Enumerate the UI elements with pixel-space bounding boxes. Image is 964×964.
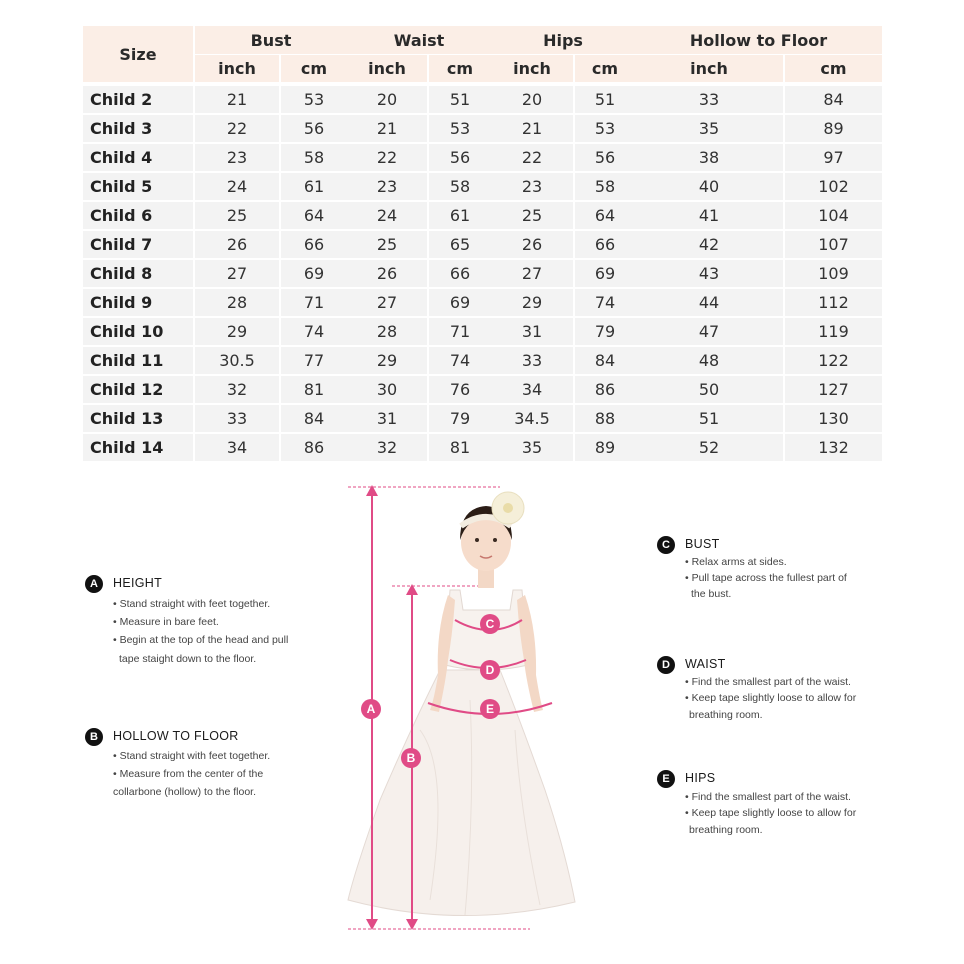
value-cell: 20: [491, 86, 573, 113]
value-cell: 86: [281, 434, 347, 461]
legend-hollow-line: • Stand straight with feet together.: [113, 750, 271, 762]
value-cell: 21: [491, 115, 573, 142]
value-cell: 74: [429, 347, 491, 374]
value-cell: 53: [429, 115, 491, 142]
header-size: Size: [83, 26, 193, 82]
value-cell: 56: [281, 115, 347, 142]
legend-height: [85, 575, 315, 675]
value-cell: 28: [347, 318, 427, 345]
measuring-figure: [300, 470, 620, 940]
value-cell: 122: [785, 347, 882, 374]
value-cell: 40: [635, 173, 783, 200]
size-cell: Child 8: [83, 260, 193, 287]
value-cell: 35: [491, 434, 573, 461]
value-cell: 38: [635, 144, 783, 171]
size-cell: Child 10: [83, 318, 193, 345]
value-cell: 61: [281, 173, 347, 200]
legend-hollow-line: collarbone (hollow) to the floor.: [113, 786, 256, 798]
badge-e: E: [657, 770, 675, 788]
value-cell: 76: [429, 376, 491, 403]
value-cell: 119: [785, 318, 882, 345]
header-hollow-to-floor: Hollow to Floor: [635, 26, 882, 54]
size-cell: Child 14: [83, 434, 193, 461]
size-cell: Child 6: [83, 202, 193, 229]
value-cell: 84: [785, 86, 882, 113]
unit-header-cm: cm: [785, 55, 882, 82]
value-cell: 44: [635, 289, 783, 316]
marker-a: A: [361, 699, 381, 719]
legend-bust-line: • Relax arms at sides.: [685, 556, 787, 568]
value-cell: 58: [281, 144, 347, 171]
value-cell: 25: [195, 202, 279, 229]
legend-height-title: HEIGHT: [113, 576, 163, 590]
value-cell: 33: [491, 347, 573, 374]
value-cell: 74: [575, 289, 635, 316]
value-cell: 58: [575, 173, 635, 200]
size-cell: Child 13: [83, 405, 193, 432]
value-cell: 102: [785, 173, 882, 200]
value-cell: 112: [785, 289, 882, 316]
legend-waist: [657, 656, 897, 736]
value-cell: 66: [281, 231, 347, 258]
value-cell: 35: [635, 115, 783, 142]
value-cell: 26: [195, 231, 279, 258]
value-cell: 24: [347, 202, 427, 229]
unit-header-cm: cm: [575, 55, 635, 82]
value-cell: 89: [785, 115, 882, 142]
value-cell: 23: [195, 144, 279, 171]
value-cell: 88: [575, 405, 635, 432]
value-cell: 24: [195, 173, 279, 200]
value-cell: 104: [785, 202, 882, 229]
value-cell: 31: [491, 318, 573, 345]
value-cell: 41: [635, 202, 783, 229]
value-cell: 32: [195, 376, 279, 403]
value-cell: 130: [785, 405, 882, 432]
legend-hips-title: HIPS: [685, 771, 716, 785]
size-chart-table: [83, 26, 882, 463]
unit-header-inch: inch: [347, 55, 427, 82]
value-cell: 65: [429, 231, 491, 258]
value-cell: 132: [785, 434, 882, 461]
value-cell: 79: [575, 318, 635, 345]
value-cell: 21: [195, 86, 279, 113]
value-cell: 84: [281, 405, 347, 432]
value-cell: 69: [429, 289, 491, 316]
value-cell: 34: [195, 434, 279, 461]
value-cell: 21: [347, 115, 427, 142]
value-cell: 81: [429, 434, 491, 461]
value-cell: 29: [491, 289, 573, 316]
value-cell: 48: [635, 347, 783, 374]
unit-header-cm: cm: [429, 55, 491, 82]
value-cell: 51: [429, 86, 491, 113]
value-cell: 61: [429, 202, 491, 229]
value-cell: 97: [785, 144, 882, 171]
value-cell: 81: [281, 376, 347, 403]
header-hips: Hips: [491, 26, 635, 54]
marker-b: B: [401, 748, 421, 768]
value-cell: 53: [281, 86, 347, 113]
value-cell: 30.5: [195, 347, 279, 374]
value-cell: 74: [281, 318, 347, 345]
value-cell: 69: [281, 260, 347, 287]
legend-bust: [657, 536, 897, 616]
marker-e: E: [480, 699, 500, 719]
value-cell: 29: [195, 318, 279, 345]
value-cell: 89: [575, 434, 635, 461]
size-cell: Child 2: [83, 86, 193, 113]
header-bust: Bust: [195, 26, 347, 54]
value-cell: 77: [281, 347, 347, 374]
value-cell: 25: [491, 202, 573, 229]
value-cell: 50: [635, 376, 783, 403]
value-cell: 28: [195, 289, 279, 316]
legend-hollow: [85, 728, 315, 808]
value-cell: 27: [195, 260, 279, 287]
value-cell: 30: [347, 376, 427, 403]
value-cell: 34: [491, 376, 573, 403]
size-cell: Child 4: [83, 144, 193, 171]
value-cell: 53: [575, 115, 635, 142]
size-cell: Child 9: [83, 289, 193, 316]
legend-waist-line: • Find the smallest part of the waist.: [685, 676, 851, 688]
marker-d: D: [480, 660, 500, 680]
value-cell: 26: [347, 260, 427, 287]
size-cell: Child 11: [83, 347, 193, 374]
marker-c: C: [480, 614, 500, 634]
legend-hollow-line: • Measure from the center of the: [113, 768, 264, 780]
badge-a: A: [85, 575, 103, 593]
legend-bust-line: • Pull tape across the fullest part of: [685, 572, 847, 584]
value-cell: 22: [491, 144, 573, 171]
value-cell: 25: [347, 231, 427, 258]
size-cell: Child 7: [83, 231, 193, 258]
legend-bust-title: BUST: [685, 537, 720, 551]
value-cell: 27: [491, 260, 573, 287]
value-cell: 84: [575, 347, 635, 374]
value-cell: 52: [635, 434, 783, 461]
badge-c: C: [657, 536, 675, 554]
legend-hollow-title: HOLLOW TO FLOOR: [113, 729, 239, 743]
value-cell: 109: [785, 260, 882, 287]
size-cell: Child 3: [83, 115, 193, 142]
legend-height-line: • Begin at the top of the head and pull: [113, 634, 289, 646]
value-cell: 22: [195, 115, 279, 142]
legend-waist-line: • Keep tape slightly loose to allow for: [685, 692, 857, 704]
legend-bust-line: the bust.: [691, 588, 732, 600]
value-cell: 20: [347, 86, 427, 113]
value-cell: 107: [785, 231, 882, 258]
unit-header-inch: inch: [491, 55, 573, 82]
legend-height-line: • Measure in bare feet.: [113, 616, 219, 628]
value-cell: 31: [347, 405, 427, 432]
legend-height-line: • Stand straight with feet together.: [113, 598, 271, 610]
badge-b: B: [85, 728, 103, 746]
value-cell: 71: [281, 289, 347, 316]
legend-waist-line: breathing room.: [689, 709, 763, 721]
value-cell: 33: [635, 86, 783, 113]
value-cell: 47: [635, 318, 783, 345]
legend-hips-line: • Keep tape slightly loose to allow for: [685, 807, 857, 819]
value-cell: 23: [491, 173, 573, 200]
legend-hips: [657, 770, 897, 850]
value-cell: 58: [429, 173, 491, 200]
value-cell: 79: [429, 405, 491, 432]
unit-header-inch: inch: [635, 55, 783, 82]
value-cell: 127: [785, 376, 882, 403]
value-cell: 64: [281, 202, 347, 229]
value-cell: 66: [575, 231, 635, 258]
value-cell: 27: [347, 289, 427, 316]
legend-height-line: tape staight down to the floor.: [119, 653, 257, 665]
legend-hips-line: breathing room.: [689, 824, 763, 836]
value-cell: 56: [575, 144, 635, 171]
size-cell: Child 12: [83, 376, 193, 403]
unit-header-cm: cm: [281, 55, 347, 82]
value-cell: 29: [347, 347, 427, 374]
value-cell: 71: [429, 318, 491, 345]
value-cell: 51: [575, 86, 635, 113]
value-cell: 32: [347, 434, 427, 461]
value-cell: 33: [195, 405, 279, 432]
value-cell: 23: [347, 173, 427, 200]
value-cell: 69: [575, 260, 635, 287]
legend-waist-title: WAIST: [685, 657, 726, 671]
value-cell: 86: [575, 376, 635, 403]
value-cell: 26: [491, 231, 573, 258]
value-cell: 51: [635, 405, 783, 432]
value-cell: 43: [635, 260, 783, 287]
size-cell: Child 5: [83, 173, 193, 200]
badge-d: D: [657, 656, 675, 674]
value-cell: 64: [575, 202, 635, 229]
value-cell: 56: [429, 144, 491, 171]
legend-hips-line: • Find the smallest part of the waist.: [685, 791, 851, 803]
value-cell: 34.5: [491, 405, 573, 432]
unit-header-inch: inch: [195, 55, 279, 82]
value-cell: 42: [635, 231, 783, 258]
value-cell: 66: [429, 260, 491, 287]
header-waist: Waist: [347, 26, 491, 54]
value-cell: 22: [347, 144, 427, 171]
